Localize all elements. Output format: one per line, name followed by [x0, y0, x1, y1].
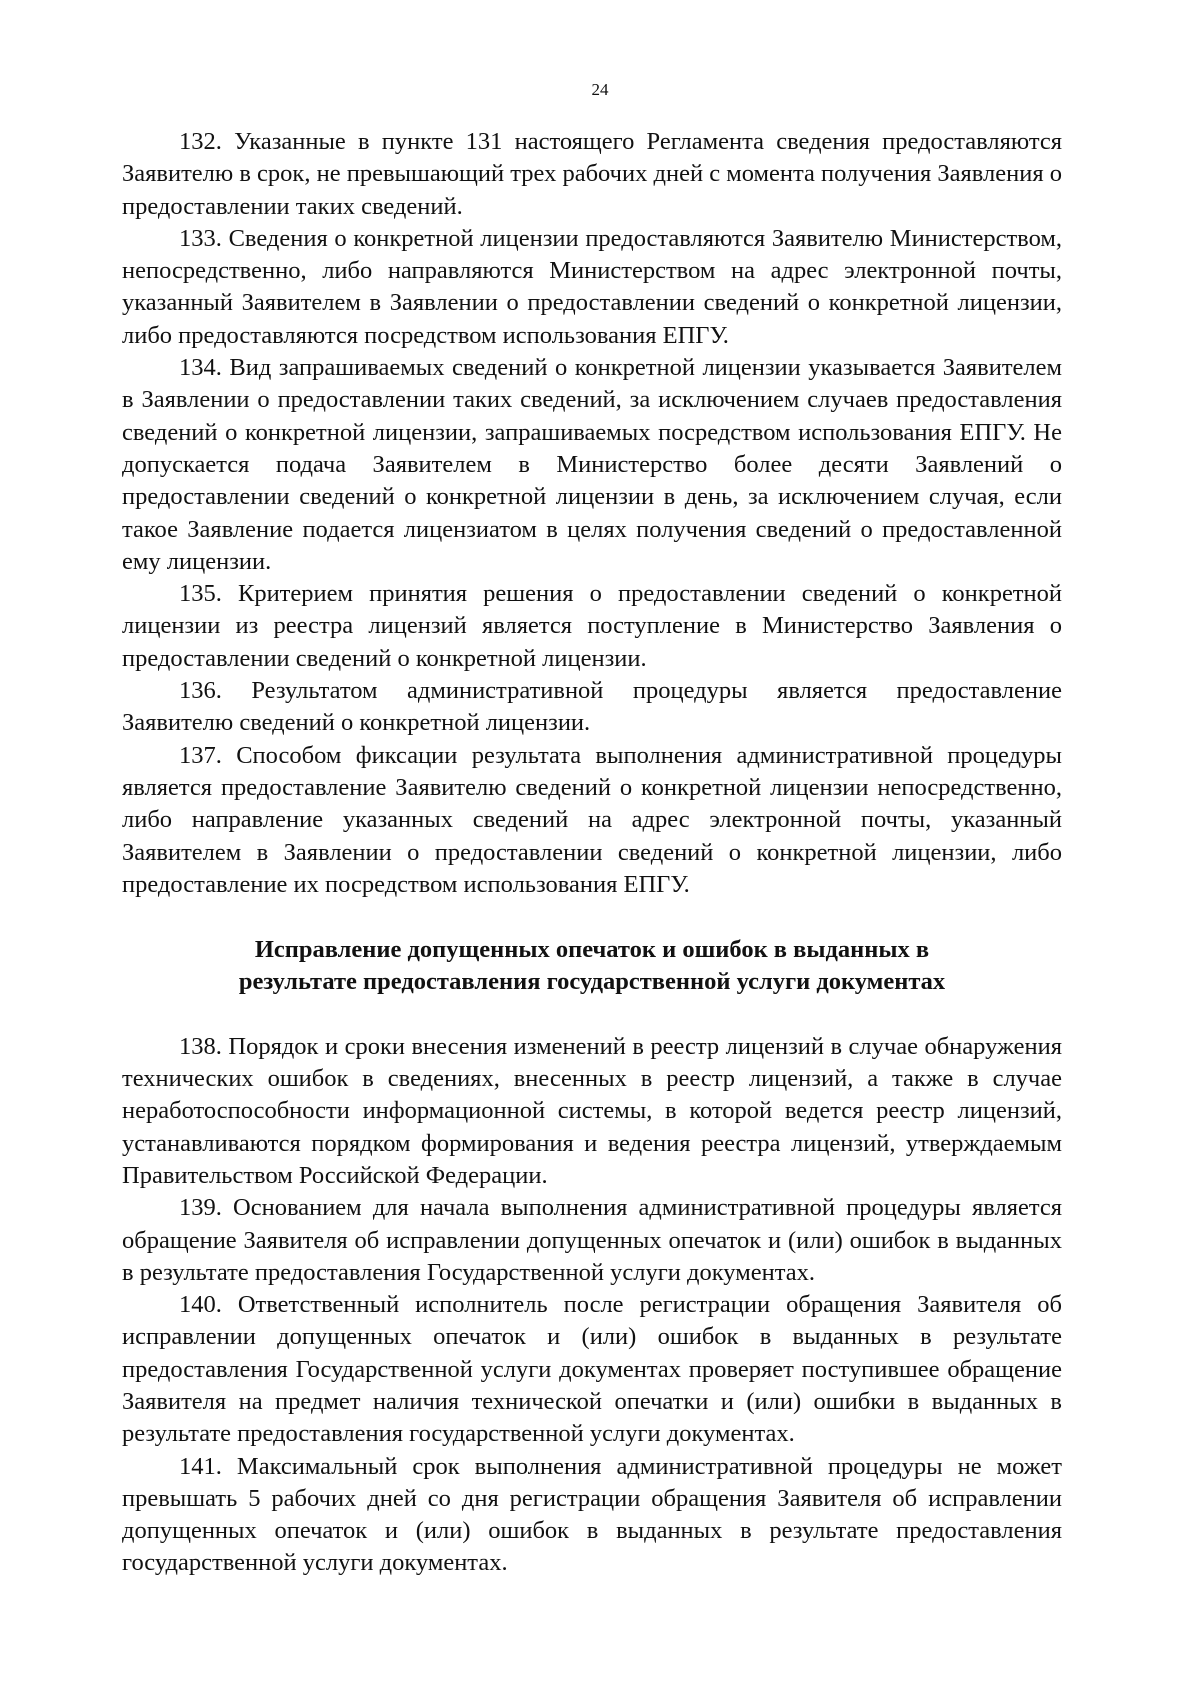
section-heading-line-2: результате предоставления государственной услуги документах [238, 968, 946, 996]
paragraph-133: 133. Сведения о конкретной лицензии предоставляются Заявителю Министерством, непосредственно, либо направляются Министерством на адрес электронной почты, указанный Заявителем в Заявлении о предоставлении сведений о конкретной лицензии, либо предоставляются посредством использования ЕПГУ. [122, 224, 1062, 349]
section-heading-line-1: Исправление допущенных опечаток и ошибок в выданных в [254, 936, 930, 964]
paragraph-137: 137. Способом фиксации результата выполнения административной процедуры является предоставление Заявителю сведений о конкретной лицензии непосредственно, либо направление указанных сведений на адрес электронной почты, указанный Заявителем в Заявлении о предоставлении сведений о конкретной лицензии, либо предоставление их посредством использования ЕПГУ. [122, 741, 1062, 898]
paragraph-139: 139. Основанием для начала выполнения административной процедуры является обращение Заявителя об исправлении допущенных опечаток и (или) ошибок в выданных в результате предоставления Государственной услуги документах. [122, 1194, 1062, 1286]
paragraph-135: 135. Критерием принятия решения о предоставлении сведений о конкретной лицензии из реестра лицензий является поступление в Министерство Заявления о предоставлении сведений о конкретной лицензии. [122, 580, 1062, 672]
paragraph-138: 138. Порядок и сроки внесения изменений в реестр лицензий в случае обнаружения технических ошибок в сведениях, внесенных в реестр лицензий, а также в случае неработоспособности информационной системы, в которой ведется реестр лицензий, устанавливаются порядком формирования и ведения реестра лицензий, утверждаемым Правительством Российской Федерации. [122, 1032, 1062, 1189]
paragraph-140: 140. Ответственный исполнитель после регистрации обращения Заявителя об исправлении допущенных опечаток и (или) ошибок в выданных в результате предоставления Государственной услуги документах проверяет поступившее обращение Заявителя на предмет наличия технической опечатки и (или) ошибки в выданных в результате предоставления государственной услуги документах. [122, 1291, 1062, 1448]
document-body [122, 126, 1062, 1580]
section-heading [122, 934, 1062, 999]
paragraph-136: 136. Результатом административной процедуры является предоставление Заявителю сведений о конкретной лицензии. [122, 677, 1062, 737]
page-number: 24 [591, 80, 609, 99]
paragraph-141: 141. Максимальный срок выполнения административной процедуры не может превышать 5 рабочих дней со дня регистрации обращения Заявителя об исправлении допущенных опечаток и (или) ошибок в выданных в результате предоставления государственной услуги документах. [122, 1452, 1062, 1577]
paragraph-132: 132. Указанные в пункте 131 настоящего Регламента сведения предоставляются Заявителю в срок, не превышающий трех рабочих дней с момента получения Заявления о предоставлении таких сведений. [122, 128, 1062, 220]
paragraph-134: 134. Вид запрашиваемых сведений о конкретной лицензии указывается Заявителем в Заявлении о предоставлении таких сведений, за исключением случаев предоставления сведений о конкретной лицензии, запрашиваемых посредством использования ЕПГУ. Не допускается подача Заявителем в Министерство более десяти Заявлений о предоставлении сведений о конкретной лицензии в день, за исключением случая, если такое Заявление подается лицензиатом в целях получения сведений о предоставленной ему лицензии. [122, 354, 1062, 575]
